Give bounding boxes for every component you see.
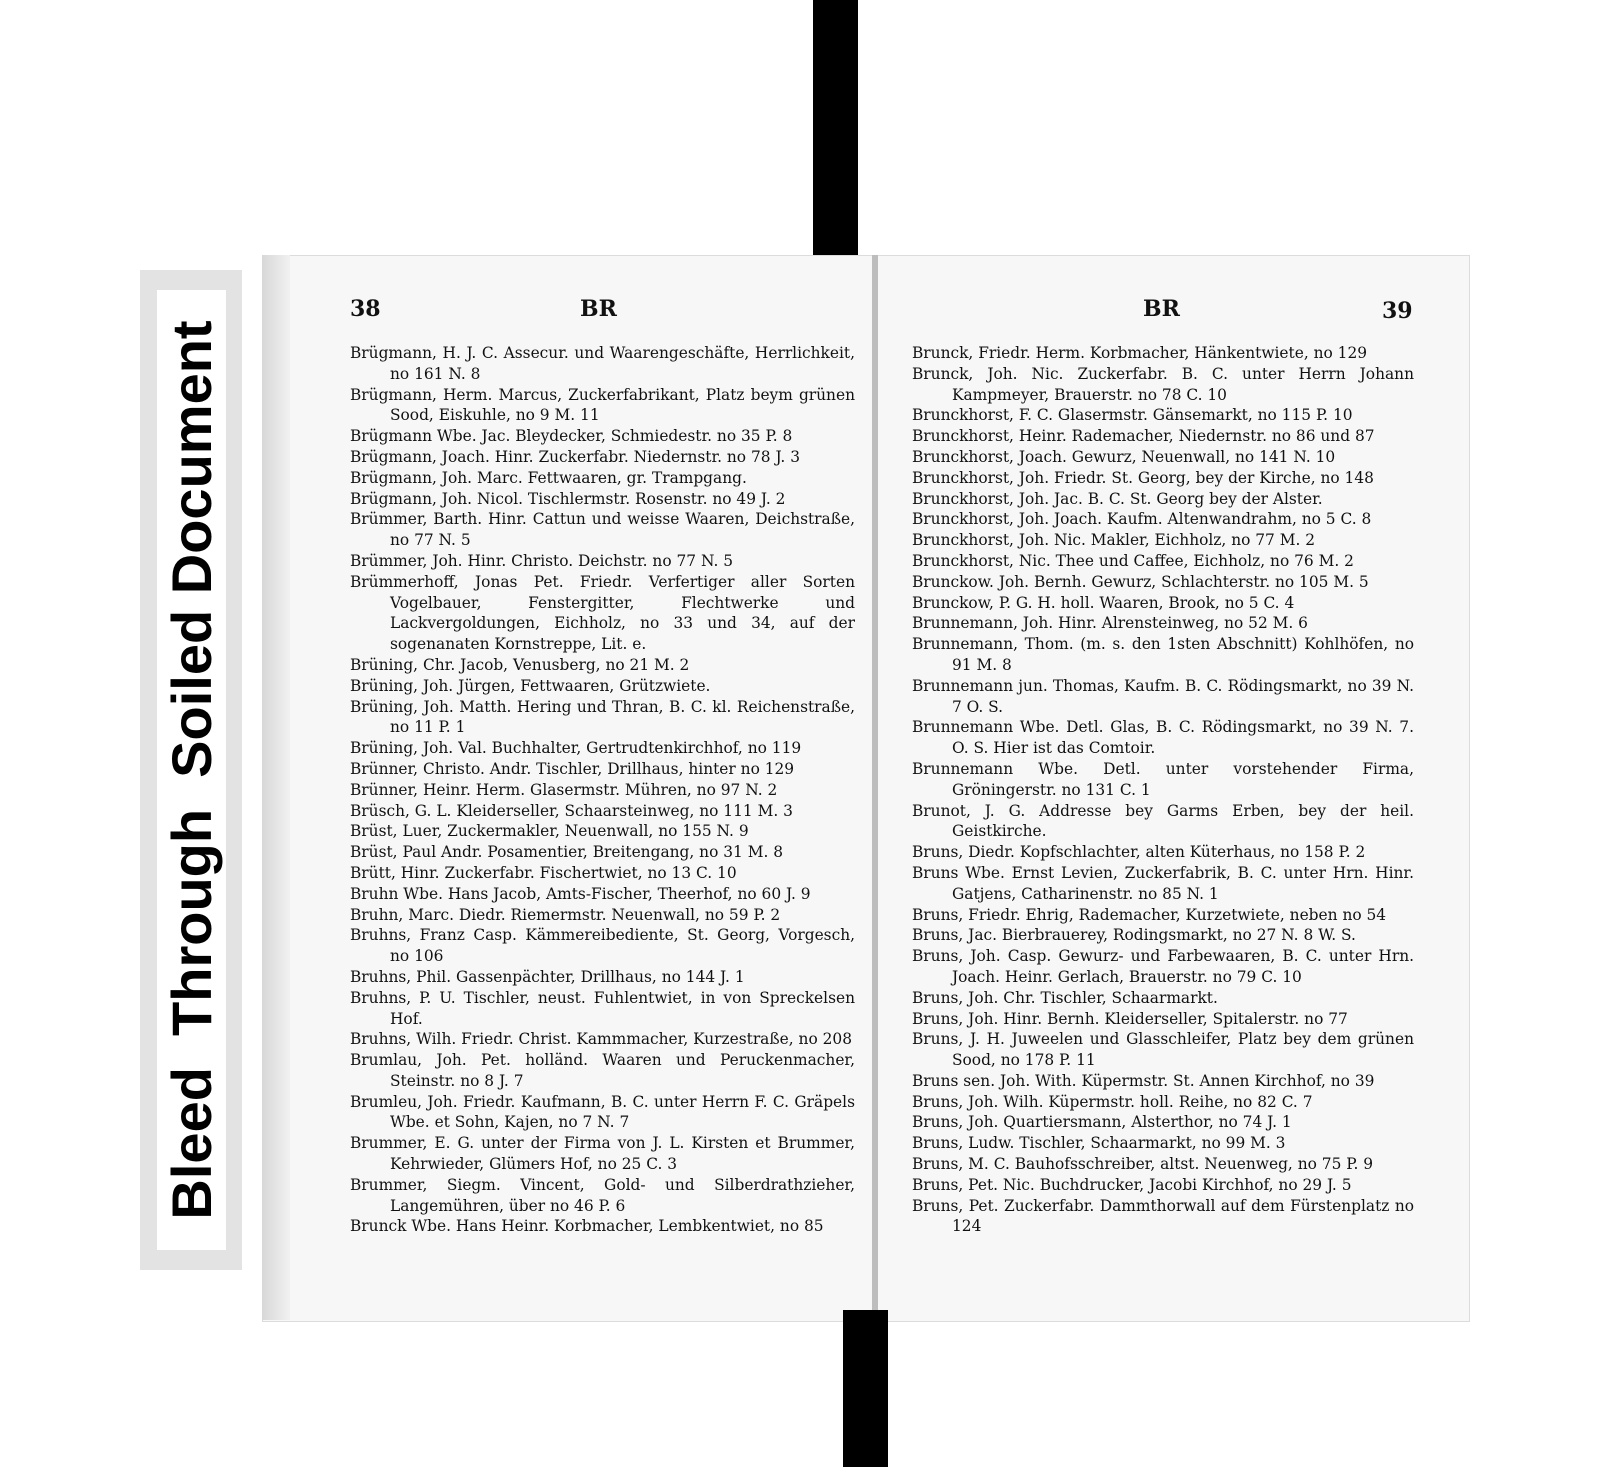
- directory-entry: Bruns, Pet. Zuckerfabr. Dammthorwall auf dem Fürstenplatz no 124: [912, 1196, 1414, 1236]
- directory-entry: Brunckhorst, Joh. Friedr. St. Georg, bey der Kirche, no 148: [912, 468, 1374, 487]
- directory-entry: Brunckow, P. G. H. holl. Waaren, Brook, no 5 C. 4: [912, 593, 1295, 612]
- directory-entry: Bruhn Wbe. Hans Jacob, Amts-Fischer, Theerhof, no 60 J. 9: [350, 884, 811, 903]
- directory-entry: Brunckhorst, Joh. Nic. Makler, Eichholz, no 77 M. 2: [912, 531, 1316, 550]
- directory-entry: Brunnemann Wbe. Detl. Glas, B. C. Rödingsmarkt, no 39 N. 7. O. S. Hier ist das Comtoir.: [912, 718, 1414, 758]
- right-entry-list: [912, 343, 1414, 1237]
- directory-entry: Bruns, Joh. Quartiersmann, Alsterthor, no 74 J. 1: [912, 1113, 1292, 1132]
- directory-entry: Brunck Wbe. Hans Heinr. Korbmacher, Lembkentwiet, no 85: [350, 1217, 824, 1236]
- directory-entry: Brunnemann, Thom. (m. s. den 1sten Abschnitt) Kohlhöfen, no 91 M. 8: [912, 635, 1414, 674]
- side-label-text: Bleed Through Soiled Document: [157, 290, 226, 1249]
- directory-entry: Bruns, Joh. Wilh. Küpermstr. holl. Reihe, no 82 C. 7: [912, 1092, 1313, 1111]
- directory-entry: Brügmann, H. J. C. Assecur. und Waarengeschäfte, Herrlichkeit, no 161 N. 8: [350, 344, 855, 383]
- left-page-edge-shadow: [262, 255, 290, 1320]
- directory-entry: Bruhns, Phil. Gassenpächter, Drillhaus, no 144 J. 1: [350, 967, 745, 986]
- directory-entry: Bruns, Friedr. Ehrig, Rademacher, Kurzetwiete, neben no 54: [912, 905, 1387, 924]
- left-entry-list: [350, 343, 855, 1237]
- directory-entry: Brunnemann, Joh. Hinr. Alrensteinweg, no 52 M. 6: [912, 614, 1308, 633]
- side-label-strip: [140, 270, 242, 1270]
- directory-entry: Bruns, Ludw. Tischler, Schaarmarkt, no 99 M. 3: [912, 1134, 1286, 1153]
- directory-entry: Bruns, Joh. Casp. Gewurz- und Farbewaaren, B. C. unter Hrn. Joach. Heinr. Gerlach, Brauerstr. no 79 C. 10: [912, 947, 1414, 986]
- directory-entry: Brunckhorst, Nic. Thee und Caffee, Eichholz, no 76 M. 2: [912, 551, 1354, 570]
- directory-entry: Bruhns, P. U. Tischler, neust. Fuhlentwiet, in von Spreckelsen Hof.: [350, 988, 855, 1028]
- directory-entry: Brumleu, Joh. Friedr. Kaufmann, B. C. unter Herrn F. C. Gräpels Wbe. et Sohn, Kajen, no 7 N. 7: [350, 1092, 855, 1132]
- right-running-header: BR: [1143, 296, 1180, 322]
- directory-entry: Brüning, Joh. Jürgen, Fettwaaren, Grützwiete.: [350, 676, 711, 695]
- directory-entry: Brügmann Wbe. Jac. Bleydecker, Schmiedestr. no 35 P. 8: [350, 427, 793, 446]
- directory-entry: Brunnemann jun. Thomas, Kaufm. B. C. Rödingsmarkt, no 39 N. 7 O. S.: [912, 676, 1414, 716]
- left-running-header: BR: [580, 296, 617, 322]
- book-gutter: [872, 255, 878, 1320]
- directory-entry: Brunck, Friedr. Herm. Korbmacher, Hänkentwiete, no 129: [912, 344, 1368, 362]
- directory-entry: Brunot, J. G. Addresse bey Garms Erben, bey der heil. Geistkirche.: [912, 801, 1414, 841]
- directory-entry: Brüst, Paul Andr. Posamentier, Breitengang, no 31 M. 8: [350, 843, 784, 862]
- directory-entry: Brümmerhoff, Jonas Pet. Friedr. Verfertiger aller Sorten Vogelbauer, Fenstergitter, Flechtwerke und Lackvergoldungen, Eichholz, no 33 und 34, auf der sogenanaten Kornstreppe, Lit. e.: [350, 572, 855, 654]
- directory-entry: Brummer, Siegm. Vincent, Gold- und Silberdrathzieher, Langemühren, über no 46 P. 6: [350, 1175, 855, 1215]
- directory-entry: Brügmann, Joach. Hinr. Zuckerfabr. Niedernstr. no 78 J. 3: [350, 447, 800, 466]
- directory-entry: Brunnemann Wbe. Detl. unter vorstehender Firma, Gröningerstr. no 131 C. 1: [912, 759, 1414, 799]
- directory-entry: Brügmann, Joh. Marc. Fettwaaren, gr. Trampgang.: [350, 468, 747, 487]
- directory-entry: Brummer, E. G. unter der Firma von J. L. Kirsten et Brummer, Kehrwieder, Glümers Hof, no 25 C. 3: [350, 1134, 855, 1174]
- directory-entry: Brümmer, Joh. Hinr. Christo. Deichstr. no 77 N. 5: [350, 551, 734, 570]
- directory-entry: Brügmann, Joh. Nicol. Tischlermstr. Rosenstr. no 49 J. 2: [350, 489, 786, 508]
- directory-entry: Bruns Wbe. Ernst Levien, Zuckerfabrik, B. C. unter Hrn. Hinr. Gatjens, Catharinenstr. no 85 N. 1: [912, 863, 1414, 903]
- spine-shadow-top: [813, 0, 858, 268]
- directory-entry: Brüning, Joh. Val. Buchhalter, Gertrudtenkirchhof, no 119: [350, 739, 802, 758]
- directory-entry: Brunckhorst, Joh. Jac. B. C. St. Georg bey der Alster.: [912, 489, 1323, 508]
- directory-entry: Brunck, Joh. Nic. Zuckerfabr. B. C. unter Herrn Johann Kampmeyer, Brauerstr. no 78 C. 10: [912, 364, 1414, 404]
- directory-entry: Brunckhorst, Heinr. Rademacher, Niedernstr. no 86 und 87: [912, 427, 1375, 446]
- directory-entry: Bruns, J. H. Juweelen und Glasschleifer, Platz bey dem grünen Sood, no 178 P. 11: [912, 1030, 1414, 1070]
- directory-entry: Brüst, Luer, Zuckermakler, Neuenwall, no 155 N. 9: [350, 822, 749, 841]
- directory-entry: Brünner, Christo. Andr. Tischler, Drillhaus, hinter no 129: [350, 759, 795, 778]
- directory-entry: Bruns, Jac. Bierbrauerey, Rodingsmarkt, no 27 N. 8 W. S.: [912, 926, 1356, 945]
- directory-entry: Bruns, Joh. Chr. Tischler, Schaarmarkt.: [912, 988, 1218, 1007]
- directory-entry: Brütt, Hinr. Zuckerfabr. Fischertwiet, no 13 C. 10: [350, 863, 737, 882]
- directory-entry: Brüsch, G. L. Kleiderseller, Schaarsteinweg, no 111 M. 3: [350, 801, 793, 820]
- directory-entry: Bruns sen. Joh. With. Küpermstr. St. Annen Kirchhof, no 39: [912, 1071, 1375, 1090]
- directory-entry: Brunckhorst, Joach. Gewurz, Neuenwall, no 141 N. 10: [912, 447, 1336, 466]
- directory-entry: Bruns, Pet. Nic. Buchdrucker, Jacobi Kirchhof, no 29 J. 5: [912, 1175, 1352, 1194]
- left-page-number: 38: [350, 296, 381, 322]
- directory-entry: Brüning, Joh. Matth. Hering und Thran, B. C. kl. Reichenstraße, no 11 P. 1: [350, 697, 855, 737]
- directory-entry: Brügmann, Herm. Marcus, Zuckerfabrikant, Platz beym grünen Sood, Eiskuhle, no 9 M. 11: [350, 385, 855, 425]
- directory-entry: Brüning, Chr. Jacob, Venusberg, no 21 M. 2: [350, 655, 690, 674]
- directory-entry: Brunckow. Joh. Bernh. Gewurz, Schlachterstr. no 105 M. 5: [912, 572, 1369, 591]
- directory-entry: Brünner, Heinr. Herm. Glasermstr. Mühren, no 97 N. 2: [350, 780, 778, 799]
- directory-entry: Brümmer, Barth. Hinr. Cattun und weisse Waaren, Deichstraße, no 77 N. 5: [350, 510, 855, 550]
- directory-entry: Brumlau, Joh. Pet. holländ. Waaren und Peruckenmacher, Steinstr. no 8 J. 7: [350, 1051, 855, 1090]
- directory-entry: Bruns, Diedr. Kopfschlachter, alten Küterhaus, no 158 P. 2: [912, 843, 1366, 862]
- spine-shadow-bottom: [843, 1310, 888, 1467]
- directory-entry: Bruhns, Franz Casp. Kämmereibediente, St. Georg, Vorgesch, no 106: [350, 926, 855, 966]
- right-page-number: 39: [1382, 298, 1413, 324]
- directory-entry: Bruns, M. C. Bauhofsschreiber, altst. Neuenweg, no 75 P. 9: [912, 1155, 1374, 1174]
- directory-entry: Bruhns, Wilh. Friedr. Christ. Kammmacher, Kurzestraße, no 208: [350, 1030, 852, 1049]
- directory-entry: Brunckhorst, Joh. Joach. Kaufm. Altenwandrahm, no 5 C. 8: [912, 510, 1372, 529]
- directory-entry: Bruhn, Marc. Diedr. Riemermstr. Neuenwall, no 59 P. 2: [350, 905, 781, 924]
- directory-entry: Bruns, Joh. Hinr. Bernh. Kleiderseller, Spitalerstr. no 77: [912, 1009, 1348, 1028]
- directory-entry: Brunckhorst, F. C. Glasermstr. Gänsemarkt, no 115 P. 10: [912, 406, 1353, 425]
